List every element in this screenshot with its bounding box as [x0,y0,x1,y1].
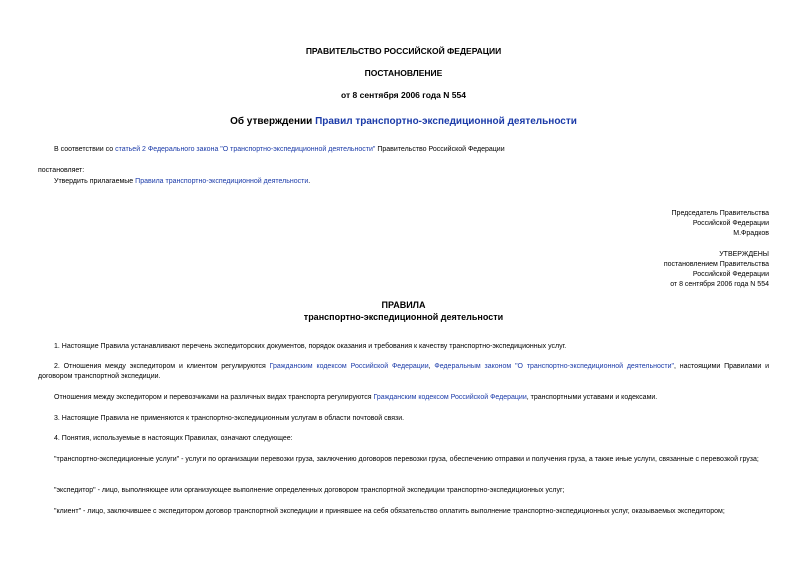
approve-paragraph: Утвердить прилагаемые Правила транспортно-экспедиционной деятельности. [54,178,311,185]
approved-label: УТВЕРЖДЕНЫ [719,251,769,258]
rules-item-3: 3. Настоящие Правила не применяются к транспортно-экспедиционным услугам в области почтовой связи. [54,415,405,422]
signature-name: М.Фрадков [733,230,769,237]
rules-title: ПРАВИЛА [381,300,426,310]
rules-item-2: 2. Отношения между экспедитором и клиентом регулируются Гражданским кодексом Российской Федерации, Федеральным законом "О транспортно-экспедиционной деятельности", настоящими Правилами и договором транспортной экспедиции. [38,363,769,380]
rules-item-2b: Отношения между экспедитором и перевозчиками на различных видах транспорта регулируются Гражданским кодексом Российской Федерации, транспортными уставами и кодексами. [54,394,658,401]
approved-date: от 8 сентября 2006 года N 554 [670,281,769,288]
government-heading: ПРАВИТЕЛЬСТВО РОССИЙСКОЙ ФЕДЕРАЦИИ [305,46,502,56]
law-article-link[interactable]: статьей 2 Федерального закона "О транспортно-экспедиционной деятельности" [115,146,376,153]
civil-code-link[interactable]: Гражданским кодексом Российской Федерации [269,363,429,370]
approved-by: постановлением Правительства [663,261,769,268]
document-title [0,116,807,127]
definition-forwarder: "экспедитор" - лицо, выполняющее или организующее выполнение определенных договором транспортной экспедиции транспортно-экспедиционных услуг; [54,487,565,494]
rules-item-4: 4. Понятия, используемые в настоящих Правилах, означают следующее: [54,435,293,442]
approved-country: Российской Федерации [692,271,769,278]
rules-title-link[interactable]: Правил транспортно-экспедиционной деятельности [315,116,577,127]
date-number-heading: от 8 сентября 2006 года N 554 [341,90,466,100]
signature-country: Российской Федерации [692,220,769,227]
rules-item-1: 1. Настоящие Правила устанавливают перечень экспедиторских документов, порядок оказания и требования к качеству транспортно-экспедиционных услуг. [54,343,567,350]
rules-link[interactable]: Правила транспортно-экспедиционной деятельности [135,178,309,185]
doc-type-heading: ПОСТАНОВЛЕНИЕ [364,68,443,78]
civil-code-link-2[interactable]: Гражданским кодексом Российской Федерации [373,394,527,401]
preamble-paragraph: В соответствии со статьей 2 Федерального закона "О транспортно-экспедиционной деятельности" Правительство Российской Федерации [54,146,505,153]
federal-law-link[interactable]: Федеральным законом "О транспортно-экспедиционной деятельности" [434,363,674,370]
definition-services: "транспортно-экспедиционные услуги" - услуги по организации перевозки груза, заключению договоров перевозки груза, обеспечению отправки и получения груза, а также иные услуги, связанные с перевозкой груза; [54,456,759,463]
signature-position: Председатель Правительства [671,210,769,217]
document-title-prefix: Об утверждении [230,116,316,127]
decides-label: постановляет: [38,167,85,174]
definition-client: "клиент" - лицо, заключившее с экспедитором договор транспортной экспедиции и принявшее на себя обязательство оплатить выполнение транспортно-экспедиционных услуг, оказываемых экспедитором; [54,508,725,515]
rules-subtitle: транспортно-экспедиционной деятельности [303,312,504,322]
